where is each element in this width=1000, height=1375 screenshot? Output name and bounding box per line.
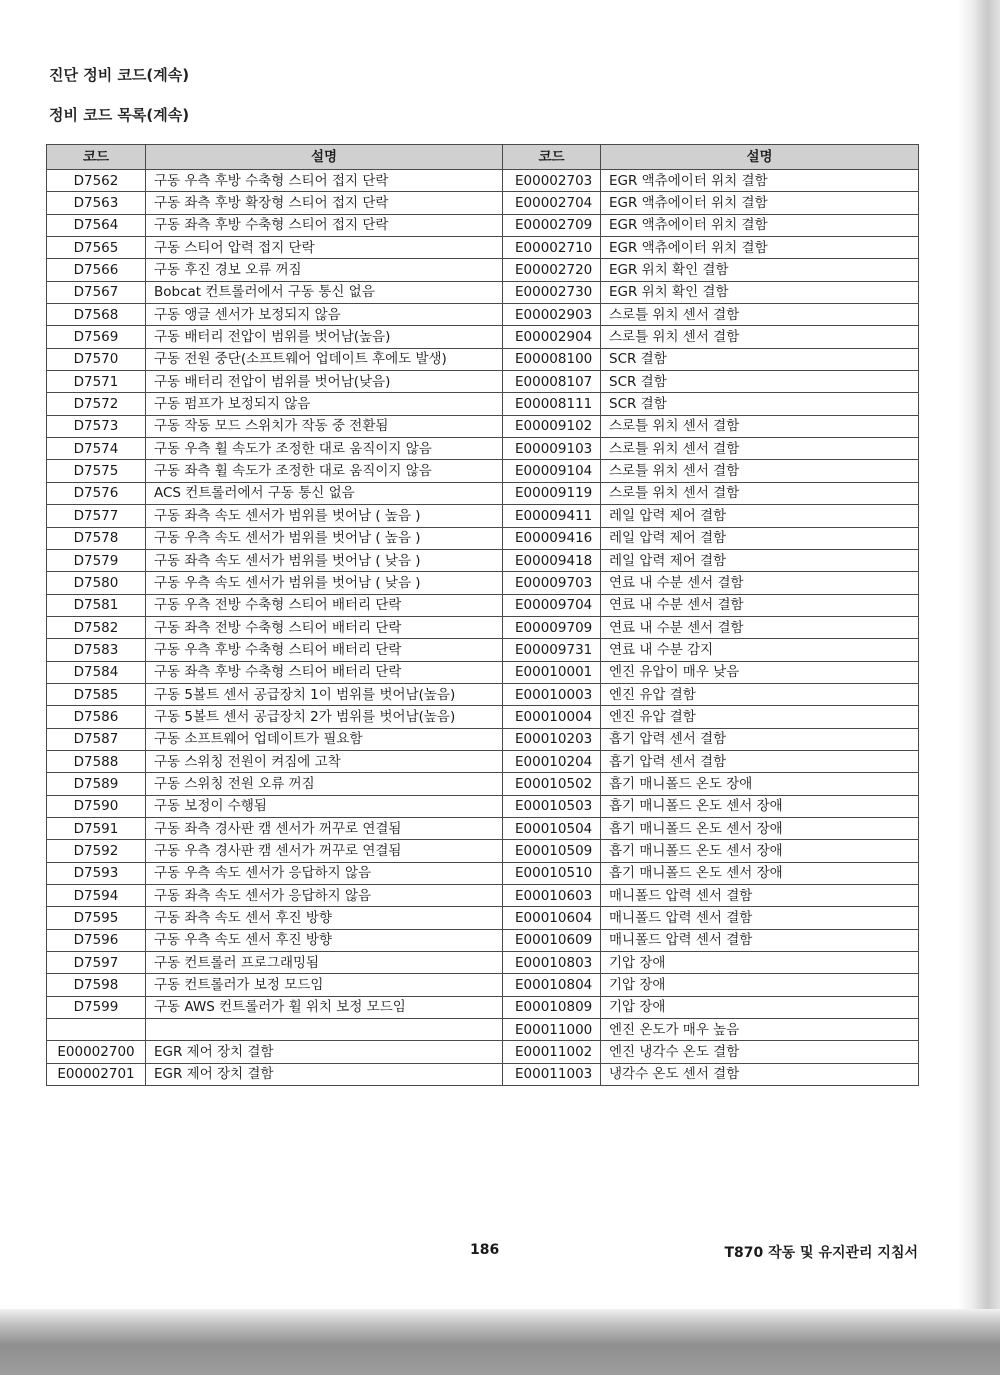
- table-row: [47, 572, 919, 594]
- code-cell-right: E00010509: [503, 840, 601, 862]
- code-cell-left: D7570: [47, 348, 146, 370]
- code-cell-left: D7596: [47, 929, 146, 951]
- description-cell-left: EGR 제어 장치 결함: [146, 1063, 503, 1085]
- description-cell-right: EGR 위치 확인 결함: [601, 281, 919, 303]
- code-cell-left: D7579: [47, 549, 146, 571]
- scan-bottom-shadow: [0, 1309, 1000, 1375]
- description-cell-right: 연료 내 수분 센서 결함: [601, 616, 919, 638]
- code-cell-left: D7591: [47, 817, 146, 839]
- column-header-description-left: 설명: [146, 145, 503, 170]
- description-cell-left: Bobcat 컨트롤러에서 구동 통신 없음: [146, 281, 503, 303]
- table-row: [47, 952, 919, 974]
- code-cell-left: D7564: [47, 214, 146, 236]
- table-row: [47, 192, 919, 214]
- code-cell-left: D7595: [47, 907, 146, 929]
- table-row: [47, 750, 919, 772]
- code-cell-left: D7575: [47, 460, 146, 482]
- code-cell-right: E00010803: [503, 952, 601, 974]
- description-cell-left: 구동 스위칭 전원 오류 꺼짐: [146, 773, 503, 795]
- description-cell-right: 기압 장애: [601, 974, 919, 996]
- table-row: [47, 304, 919, 326]
- code-cell-right: E00009103: [503, 438, 601, 460]
- description-cell-left: 구동 좌측 후방 수축형 스티어 배터리 단락: [146, 661, 503, 683]
- code-cell-left: D7590: [47, 795, 146, 817]
- code-cell-right: E00009411: [503, 505, 601, 527]
- description-cell-left: 구동 우측 경사판 캠 센서가 꺼꾸로 연결됨: [146, 840, 503, 862]
- description-cell-right: 흡기 매니폴드 온도 센서 장애: [601, 840, 919, 862]
- description-cell-left: 구동 좌측 속도 센서가 범위를 벗어남 ( 높음 ): [146, 505, 503, 527]
- description-cell-right: SCR 결함: [601, 348, 919, 370]
- table-row: [47, 505, 919, 527]
- table-row: [47, 862, 919, 884]
- table-row: [47, 728, 919, 750]
- table-row: [47, 996, 919, 1018]
- description-cell-left: 구동 좌측 경사판 캠 센서가 꺼꾸로 연결됨: [146, 817, 503, 839]
- description-cell-right: 연료 내 수분 센서 결함: [601, 572, 919, 594]
- code-cell-right: E00009416: [503, 527, 601, 549]
- code-cell-left: D7580: [47, 572, 146, 594]
- description-cell-right: EGR 액츄에이터 위치 결함: [601, 170, 919, 192]
- description-cell-right: 연료 내 수분 감지: [601, 639, 919, 661]
- description-cell-right: 매니폴드 압력 센서 결함: [601, 885, 919, 907]
- description-cell-left: EGR 제어 장치 결함: [146, 1041, 503, 1063]
- code-cell-right: E00010603: [503, 885, 601, 907]
- code-cell-left: D7589: [47, 773, 146, 795]
- table-row: [47, 907, 919, 929]
- description-cell-left: ACS 컨트롤러에서 구동 통신 없음: [146, 482, 503, 504]
- code-cell-left: D7584: [47, 661, 146, 683]
- table-row: [47, 817, 919, 839]
- table-row: [47, 326, 919, 348]
- table-row: [47, 1063, 919, 1085]
- code-cell-right: E00011000: [503, 1019, 601, 1041]
- code-cell-right: E00008100: [503, 348, 601, 370]
- description-cell-left: 구동 우측 속도 센서가 범위를 벗어남 ( 높음 ): [146, 527, 503, 549]
- table-row: [47, 840, 919, 862]
- description-cell-left: 구동 좌측 후방 수축형 스티어 접지 단락: [146, 214, 503, 236]
- description-cell-left: 구동 우측 후방 수축형 스티어 배터리 단락: [146, 639, 503, 661]
- code-cell-left: D7566: [47, 259, 146, 281]
- code-cell-right: E00010503: [503, 795, 601, 817]
- description-cell-right: 흡기 매니폴드 온도 센서 장애: [601, 817, 919, 839]
- table-row: [47, 773, 919, 795]
- code-cell-right: E00002904: [503, 326, 601, 348]
- table-row: [47, 1019, 919, 1041]
- code-cell-left: D7588: [47, 750, 146, 772]
- code-cell-right: E00002903: [503, 304, 601, 326]
- description-cell-right: 연료 내 수분 센서 결함: [601, 594, 919, 616]
- code-cell-right: E00002703: [503, 170, 601, 192]
- table-body: [47, 170, 919, 1086]
- table-row: [47, 885, 919, 907]
- table-row: [47, 415, 919, 437]
- description-cell-left: [146, 1019, 503, 1041]
- description-cell-left: 구동 전원 중단(소프트웨어 업데이트 후에도 발생): [146, 348, 503, 370]
- description-cell-right: 스로틀 위치 센서 결함: [601, 460, 919, 482]
- table-row: [47, 974, 919, 996]
- description-cell-right: 스로틀 위치 센서 결함: [601, 438, 919, 460]
- code-cell-left: D7562: [47, 170, 146, 192]
- code-cell-left: D7582: [47, 616, 146, 638]
- code-cell-left: E00002701: [47, 1063, 146, 1085]
- description-cell-right: 레일 압력 제어 결함: [601, 505, 919, 527]
- description-cell-left: 구동 우측 전방 수축형 스티어 배터리 단락: [146, 594, 503, 616]
- code-cell-right: E00011002: [503, 1041, 601, 1063]
- code-cell-right: E00011003: [503, 1063, 601, 1085]
- description-cell-left: 구동 5볼트 센서 공급장치 1이 범위를 벗어남(높음): [146, 683, 503, 705]
- description-cell-right: 엔진 냉각수 온도 결함: [601, 1041, 919, 1063]
- description-cell-left: 구동 5볼트 센서 공급장치 2가 범위를 벗어남(높음): [146, 706, 503, 728]
- description-cell-right: EGR 액츄에이터 위치 결함: [601, 237, 919, 259]
- code-cell-left: D7593: [47, 862, 146, 884]
- description-cell-left: 구동 좌측 속도 센서가 범위를 벗어남 ( 낮음 ): [146, 549, 503, 571]
- description-cell-left: 구동 작동 모드 스위치가 작동 중 전환됨: [146, 415, 503, 437]
- code-cell-right: E00009704: [503, 594, 601, 616]
- description-cell-right: 흡기 압력 센서 결함: [601, 750, 919, 772]
- description-cell-left: 구동 우측 속도 센서 후진 방향: [146, 929, 503, 951]
- description-cell-right: 스로틀 위치 센서 결함: [601, 304, 919, 326]
- code-cell-left: D7563: [47, 192, 146, 214]
- description-cell-left: 구동 배터리 전압이 범위를 벗어남(낮음): [146, 371, 503, 393]
- description-cell-left: 구동 우측 후방 수축형 스티어 접지 단락: [146, 170, 503, 192]
- description-cell-right: 스로틀 위치 센서 결함: [601, 415, 919, 437]
- column-header-code-right: 코드: [503, 145, 601, 170]
- code-cell-left: D7586: [47, 706, 146, 728]
- code-cell-left: D7594: [47, 885, 146, 907]
- table-row: [47, 237, 919, 259]
- table-row: [47, 1041, 919, 1063]
- table-row: [47, 460, 919, 482]
- code-cell-left: D7569: [47, 326, 146, 348]
- description-cell-right: EGR 위치 확인 결함: [601, 259, 919, 281]
- description-cell-left: 구동 스위칭 전원이 켜짐에 고착: [146, 750, 503, 772]
- code-cell-right: E00002709: [503, 214, 601, 236]
- description-cell-left: 구동 보정이 수행됨: [146, 795, 503, 817]
- code-cell-right: E00002730: [503, 281, 601, 303]
- description-cell-left: 구동 AWS 컨트롤러가 휠 위치 보정 모드임: [146, 996, 503, 1018]
- code-cell-right: E00010003: [503, 683, 601, 705]
- code-cell-left: D7571: [47, 371, 146, 393]
- code-cell-right: E00009709: [503, 616, 601, 638]
- description-cell-right: 스로틀 위치 센서 결함: [601, 482, 919, 504]
- code-cell-right: E00010510: [503, 862, 601, 884]
- code-cell-left: D7567: [47, 281, 146, 303]
- description-cell-left: 구동 우측 휠 속도가 조정한 대로 움직이지 않음: [146, 438, 503, 460]
- code-cell-right: E00002720: [503, 259, 601, 281]
- description-cell-right: 기압 장애: [601, 996, 919, 1018]
- table-row: [47, 594, 919, 616]
- table-row: [47, 549, 919, 571]
- description-cell-right: 매니폴드 압력 센서 결함: [601, 929, 919, 951]
- column-header-code-left: 코드: [47, 145, 146, 170]
- description-cell-left: 구동 스티어 압력 접지 단락: [146, 237, 503, 259]
- code-cell-left: D7568: [47, 304, 146, 326]
- table-row: [47, 259, 919, 281]
- description-cell-left: 구동 우측 속도 센서가 응답하지 않음: [146, 862, 503, 884]
- table-row: [47, 393, 919, 415]
- code-cell-right: E00009703: [503, 572, 601, 594]
- description-cell-left: 구동 펌프가 보정되지 않음: [146, 393, 503, 415]
- code-cell-left: D7592: [47, 840, 146, 862]
- description-cell-right: 매니폴드 압력 센서 결함: [601, 907, 919, 929]
- code-cell-left: D7597: [47, 952, 146, 974]
- description-cell-left: 구동 소프트웨어 업데이트가 필요함: [146, 728, 503, 750]
- code-cell-left: D7598: [47, 974, 146, 996]
- description-cell-right: 흡기 매니폴드 온도 장애: [601, 773, 919, 795]
- page-edge-shadow: [958, 0, 1000, 1375]
- code-cell-right: E00010004: [503, 706, 601, 728]
- code-cell-left: D7574: [47, 438, 146, 460]
- manual-title: T870 작동 및 유지관리 지침서: [724, 1245, 918, 1261]
- section-title: 진단 정비 코드(계속): [49, 66, 190, 84]
- section-subtitle: 정비 코드 목록(계속): [49, 106, 190, 124]
- code-cell-right: E00009418: [503, 549, 601, 571]
- code-cell-right: E00010504: [503, 817, 601, 839]
- code-cell-right: E00010609: [503, 929, 601, 951]
- description-cell-right: 냉각수 온도 센서 결함: [601, 1063, 919, 1085]
- description-cell-left: 구동 좌측 전방 수축형 스티어 배터리 단락: [146, 616, 503, 638]
- code-cell-right: E00010204: [503, 750, 601, 772]
- description-cell-right: 엔진 유압 결함: [601, 706, 919, 728]
- table-row: [47, 661, 919, 683]
- code-cell-right: E00002704: [503, 192, 601, 214]
- code-cell-left: D7573: [47, 415, 146, 437]
- description-cell-right: 흡기 압력 센서 결함: [601, 728, 919, 750]
- description-cell-left: 구동 컨트롤러가 보정 모드임: [146, 974, 503, 996]
- description-cell-right: 기압 장애: [601, 952, 919, 974]
- description-cell-left: 구동 좌측 속도 센서가 응답하지 않음: [146, 885, 503, 907]
- code-cell-right: E00002710: [503, 237, 601, 259]
- code-cell-left: D7577: [47, 505, 146, 527]
- table-row: [47, 281, 919, 303]
- code-cell-right: E00009119: [503, 482, 601, 504]
- code-cell-left: D7583: [47, 639, 146, 661]
- code-cell-right: E00009104: [503, 460, 601, 482]
- table-row: [47, 639, 919, 661]
- code-cell-right: E00010203: [503, 728, 601, 750]
- page-number: 186: [470, 1242, 500, 1258]
- code-cell-left: D7576: [47, 482, 146, 504]
- description-cell-left: 구동 배터리 전압이 범위를 벗어남(높음): [146, 326, 503, 348]
- table-row: [47, 795, 919, 817]
- description-cell-right: 엔진 유압이 매우 낮음: [601, 661, 919, 683]
- code-cell-left: D7599: [47, 996, 146, 1018]
- description-cell-right: 스로틀 위치 센서 결함: [601, 326, 919, 348]
- table-header-row: [47, 145, 919, 170]
- code-cell-right: E00010804: [503, 974, 601, 996]
- code-cell-left: E00002700: [47, 1041, 146, 1063]
- description-cell-left: 구동 좌측 휠 속도가 조정한 대로 움직이지 않음: [146, 460, 503, 482]
- code-cell-left: D7572: [47, 393, 146, 415]
- description-cell-right: 흡기 매니폴드 온도 센서 장애: [601, 862, 919, 884]
- table-row: [47, 706, 919, 728]
- description-cell-right: 흡기 매니폴드 온도 센서 장애: [601, 795, 919, 817]
- description-cell-right: EGR 액츄에이터 위치 결함: [601, 214, 919, 236]
- table-row: [47, 214, 919, 236]
- code-cell-left: D7585: [47, 683, 146, 705]
- code-cell-left: [47, 1019, 146, 1041]
- description-cell-right: 레일 압력 제어 결함: [601, 527, 919, 549]
- table-row: [47, 438, 919, 460]
- description-cell-left: 구동 컨트롤러 프로그래밍됨: [146, 952, 503, 974]
- description-cell-right: SCR 결함: [601, 371, 919, 393]
- description-cell-left: 구동 앵글 센서가 보정되지 않음: [146, 304, 503, 326]
- description-cell-right: 엔진 온도가 매우 높음: [601, 1019, 919, 1041]
- table-row: [47, 616, 919, 638]
- description-cell-left: 구동 후진 경보 오류 꺼짐: [146, 259, 503, 281]
- code-cell-right: E00010502: [503, 773, 601, 795]
- code-cell-left: D7578: [47, 527, 146, 549]
- maintenance-code-table: [46, 144, 919, 1086]
- description-cell-right: SCR 결함: [601, 393, 919, 415]
- code-cell-left: D7581: [47, 594, 146, 616]
- code-cell-right: E00008111: [503, 393, 601, 415]
- description-cell-left: 구동 좌측 속도 센서 후진 방향: [146, 907, 503, 929]
- description-cell-right: 엔진 유압 결함: [601, 683, 919, 705]
- description-cell-left: 구동 우측 속도 센서가 범위를 벗어남 ( 낮음 ): [146, 572, 503, 594]
- code-cell-right: E00009731: [503, 639, 601, 661]
- table-row: [47, 683, 919, 705]
- table-row: [47, 527, 919, 549]
- code-cell-right: E00010001: [503, 661, 601, 683]
- column-header-description-right: 설명: [601, 145, 919, 170]
- description-cell-left: 구동 좌측 후방 확장형 스티어 접지 단락: [146, 192, 503, 214]
- code-cell-left: D7565: [47, 237, 146, 259]
- table-row: [47, 482, 919, 504]
- description-cell-right: EGR 액츄에이터 위치 결함: [601, 192, 919, 214]
- code-cell-right: E00010604: [503, 907, 601, 929]
- table-row: [47, 348, 919, 370]
- code-cell-right: E00010809: [503, 996, 601, 1018]
- table-row: [47, 371, 919, 393]
- description-cell-right: 레일 압력 제어 결함: [601, 549, 919, 571]
- code-cell-right: E00008107: [503, 371, 601, 393]
- code-cell-right: E00009102: [503, 415, 601, 437]
- table-row: [47, 170, 919, 192]
- table-row: [47, 929, 919, 951]
- code-cell-left: D7587: [47, 728, 146, 750]
